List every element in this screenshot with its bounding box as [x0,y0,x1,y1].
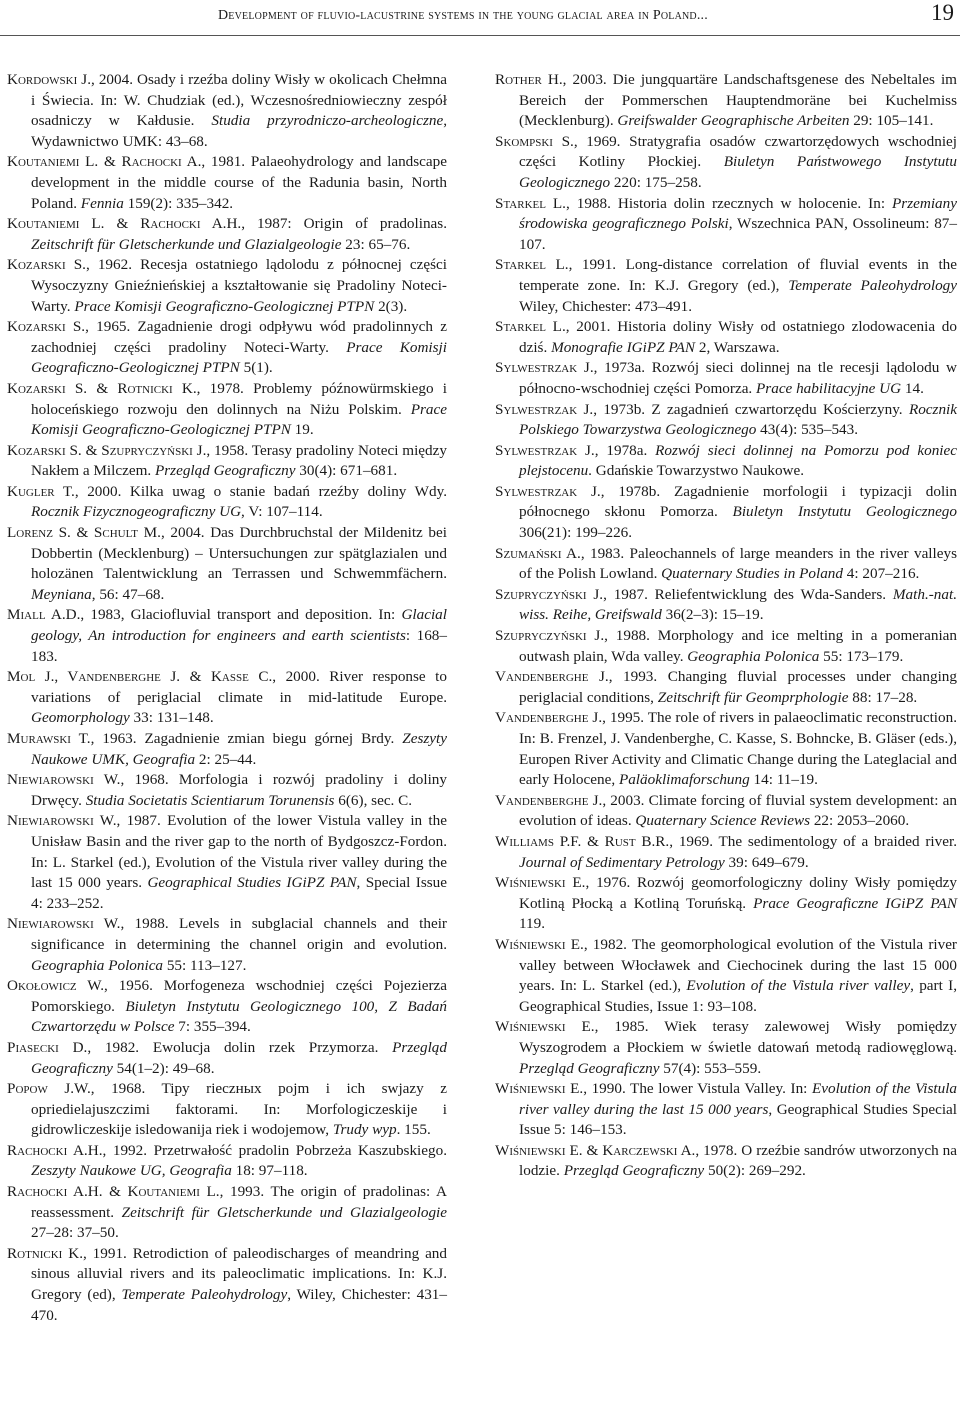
reference-text: , 1988. Levels in subglacial channels and their significance in determining the channel origin and evolution. [31,915,447,953]
reference-source: Zeszyty Naukowe UG, Geografia [31,1162,232,1180]
reference-source: Biuletyn Instytutu Geologicznego 100, Z Badań Czwartorzędu w Polsce [31,997,447,1036]
reference-text: , 1962. Recesja ostatniego lądolodu z północnej części Wysoczyzny Gnieźnieńskiej a kształtowanie się Pradoliny Noteci-Warty. [31,256,447,315]
reference-pages: 39: 649–679. [724,853,809,871]
reference-entry [495,626,957,667]
reference-source: Zeitschrift für Gletscherkunde und Glazialgeologie [121,1203,447,1221]
reference-pages: , Wszechnica PAN, Ossolineum: 87–107. [519,215,957,253]
reference-entry [7,441,447,482]
header-rule [0,35,960,36]
reference-entry [495,255,957,317]
reference-authors: Wiśniewski E. [495,874,586,892]
reference-authors: Rachocki A.H. [7,1141,103,1159]
reference-authors: Szumański A. [495,544,581,562]
reference-text: , 2000. River response to variations of periglacial climate in mid-latitude Europe. [31,668,447,706]
reference-text: , 1978b. Zagadnienie morfologii i typizacji dolin północnego skłonu Pomorza. [519,482,957,521]
reference-source: Geographia Polonica [31,956,164,974]
reference-pages: 36(2–3): 15–19. [661,606,764,624]
reference-source: Przegląd Geograficzny [519,1059,660,1077]
references-left-column [7,70,447,1326]
reference-source: Temperate Paleohydrology [121,1286,288,1304]
reference-text: , 1995. The role of rivers in palaeoclimatic reconstruction. In: B. Frenzel, J. Vandenberghe, C. Kasse, S. Bohncke, B. Gläser (eds.), Europen River Activity and Climatic Change during the Lateglacial and early Holocene, [519,709,958,789]
reference-pages: 2(3). [374,297,408,315]
reference-authors: Starkel L. [495,256,569,274]
reference-text: , 1968. Tipy rieczных pojm i ich swjazy z opriedielajuszczimi faktorami. In: Morfologiczeskije i gidrowliczeskije isledowanija riek i wodojemow, [31,1080,447,1139]
reference-authors: Wiśniewski E. [495,1018,595,1036]
reference-pages: , V: 107–114. [241,503,323,521]
reference-authors: Kozarski S. & Rotnicki K. [7,379,197,397]
reference-text: , 2000. Kilka uwag o stanie badań rzeźby doliny Wdy. [74,482,447,500]
reference-pages: 50(2): 269–292. [704,1162,806,1180]
reference-text: , 1987: Origin of pradolinas. [241,215,447,233]
reference-source: Monografie IGiPZ PAN [551,338,696,356]
reference-pages: 220: 175–258. [610,173,702,191]
reference-entry [7,523,447,605]
reference-authors: Rother H. [495,71,563,88]
reference-authors: Kugler T. [7,482,75,500]
reference-source: Evolution of the Vistula river valley [686,977,911,995]
reference-entry [495,1079,957,1141]
reference-authors: Kozarski S. & Szupryczyński J. [7,441,207,459]
reference-pages: 29: 105–141. [849,112,934,130]
reference-text: , 1965. Zagadnienie drogi odpływu wód pradolinnych z zachodniej części pradoliny Noteci-Warty. [31,318,447,356]
reference-entry [495,832,957,873]
reference-text: , 1973a. Rozwój sieci dolinnej na tle recesji lądolodu w północno-wschodniej części Pomorza. [519,359,958,397]
reference-text: , 2003. Die jungquartäre Landschaftsgenese des Nebeltales im Bereich der Pommerschen Hauptendmoräne bei Kuchelmiss (Mecklenburg). [519,71,958,130]
reference-pages: 57(4): 553–559. [659,1059,762,1077]
reference-authors: Wiśniewski E. & Karczewski A. [495,1141,696,1159]
reference-authors: Lorenz S. & Schult M. [7,524,161,542]
reference-source: Biuletyn Instytutu Geologicznego [732,503,957,521]
reference-entry [495,708,957,790]
reference-source: Przegląd Geograficzny [31,1038,447,1077]
reference-text: , 1990. The lower Vistula Valley. In: [583,1080,812,1098]
reference-pages: 54(1–2): 49–68. [112,1059,215,1077]
reference-source: Prace Geograficzne IGiPZ PAN [753,894,957,912]
reference-text: , 1985. Wiek terasy zalewowej Wisły pomiędzy Wyszogrodem a Płockiem w świetle datowań metodą radiowęglową. [519,1018,957,1056]
reference-entry [7,1182,447,1244]
reference-source: Glacial geology, An introduction for engineers and earth scientists [31,606,447,645]
reference-entry [495,317,957,358]
reference-text: , 1983. Paleochannels of large meanders in the river valleys of the Polish Lowland. [519,544,957,583]
reference-authors: Murawski T. [7,730,91,747]
reference-pages: 14: 11–19. [749,771,818,789]
reference-source: Studia przyrodniczo-archeologiczne [211,112,444,130]
reference-entry [495,132,957,194]
reference-text: , 1991. Retrodiction of paleodischarges of meandring and sinous alluvial rivers and its paleoclimatic implications. In: K.J. Gregory (ed), [31,1244,447,1304]
reference-authors: Kozarski S. [7,318,86,336]
reference-source: Zeitschrift für Geomprphologie [657,688,849,706]
reference-entry [7,605,447,667]
reference-entry [495,544,957,585]
reference-text: , 1987. Evolution of the lower Vistula valley in the Unisław Basin and the river gap to the north of Bydgoszcz-Fordon. In: L. Starkel (ed.), Evolution of the Vistula river valley during the last 15 000 years. [31,812,447,892]
reference-text: , 1968. Morfologia i rozwój pradoliny i doliny Drwęcy. [31,771,447,809]
reference-text: , 1983, Glaciofluvial transport and deposition. In: [80,606,402,624]
reference-authors: Williams P.F. & Rust B.R. [495,832,670,850]
reference-authors: Szupryczyński J. [495,585,604,603]
reference-entry [7,152,447,214]
reference-authors: Sylwestrzak J. [495,482,601,500]
reference-text: , 1987. Reliefentwicklung des Wda-Sanders. [603,585,893,603]
reference-text: , 2001. Historia doliny Wisły od ostatniego zlodowacenia do dziś. [519,318,957,356]
reference-source: Geomorphology [31,709,130,727]
reference-source: Rocznik Polskiego Towarzystwa Geologicznego [519,400,958,439]
reference-authors: Niewiarowski W. [7,915,121,933]
reference-source: Rocznik Fizycznogeograficzny UG [31,503,242,521]
reference-text: , 1993. Changing fluvial processes under changing periglacial conditions, [519,668,957,706]
reference-authors: Koutaniemi L. & Rachocki A.H. [7,215,242,233]
reference-entry [7,914,447,976]
reference-pages: 7: 355–394. [174,1018,251,1036]
reference-source: Meyniana [31,585,92,603]
reference-authors: Vandenberghe J. [495,709,603,727]
reference-entry [7,667,447,729]
reference-entry [495,482,957,544]
reference-entry [7,976,447,1038]
reference-pages: 19. [290,421,314,439]
reference-entry [495,791,957,832]
reference-pages: 6(6), sec. C. [334,791,413,809]
reference-pages: 55: 173–179. [819,647,904,665]
reference-authors: Rachocki A.H. & Koutaniemi L. [7,1183,220,1201]
reference-pages: , part I, Geographical Studies, Issue 1: 93–108. [519,977,957,1015]
reference-authors: Piasecki D. [7,1038,88,1056]
reference-pages: 30(4): 671–681. [295,462,398,480]
reference-source: Quaternary Studies in Poland [661,565,843,583]
reference-source: Quaternary Science Reviews [635,812,811,830]
reference-text: , 1969. The sedimentology of a braided river. [669,832,957,850]
reference-entry [495,935,957,1017]
reference-authors: Rotnicki K. [7,1244,83,1262]
reference-entry [7,70,447,152]
reference-authors: Wiśniewski E. [495,1080,584,1098]
reference-pages: : 168–183. [31,627,447,665]
reference-authors: Vandenberghe J. [495,668,609,686]
reference-text: , 1982. The geomorphological evolution of the Vistula river valley between Włocławek and Ciechocinek during the last 15 000 years. In: L. Starkel (ed.), [519,935,957,995]
reference-pages: 88: 17–28. [848,688,918,706]
reference-text: , 1988. Morphology and ice melting in a pomeranian outwash plain, Wda valley. [519,627,957,665]
reference-pages: 2, Warszawa. [695,338,780,356]
reference-authors: Mol J., Vandenberghe J. & Kasse C. [7,668,273,686]
reference-entry [7,482,447,523]
reference-pages: 27–28: 37–50. [31,1224,119,1242]
reference-text: , 2004. Osady i rzeźba doliny Wisły w okolicach Chełmna i Świecia. In: W. Chudziak (ed.), Wczesnośredniowieczny zespół osadniczy w Kałdusie. [31,71,448,130]
reference-authors: Popow J.W. [7,1080,91,1098]
reference-text: , 1992. Przetrwałość pradolin Pobrzeża Kaszubskiego. [102,1141,447,1159]
reference-entry [495,358,957,399]
reference-entry [7,317,447,379]
reference-pages: 119. [519,915,546,933]
reference-text: , 1969. Stratygrafia osadów czwartorzędowych wschodniej części Kotliny Płockiej. [519,132,958,171]
reference-text: , 1991. Long-distance correlation of fluvial events in the temperate zone. In: K.J. Gregory (ed.), [519,256,957,294]
reference-entry [495,667,957,708]
reference-text: , 1958. Terasy pradoliny Noteci między Nakłem a Milczem. [31,441,447,480]
reference-pages: . 155. [396,1121,431,1139]
reference-entry [495,70,957,132]
reference-text: , 1981. Palaeohydrology and landscape development in the middle course of the Radunia basin, North Poland. [31,153,447,212]
running-title: Development of fluvio-lacustrine systems in the young glacial area in Poland... [218,8,708,23]
reference-authors: Skompski S. [495,132,574,150]
reference-pages: 14. [901,379,924,397]
reference-source: Zeitschrift für Gletscherkunde und Glazialgeologie [31,235,342,253]
reference-entry [495,1017,957,1079]
reference-entry [495,585,957,626]
reference-source: Przegląd Geograficzny [563,1162,705,1180]
reference-authors: Okołowicz W. [7,977,104,995]
reference-authors: Vandenberghe J. [495,791,603,809]
reference-pages: 306(21): 199–226. [519,524,633,542]
reference-source: Fennia [80,194,124,212]
reference-authors: Koutaniemi L. & Rachocki A. [7,153,202,171]
reference-source: Prace Komisji Geograficzno-Geologicznej PTPN [74,297,375,315]
reference-text: , 1978. Problemy późnowürmskiego i holoceńskiego rozwoju den dolinnych na Niżu Polskim. [31,379,447,418]
reference-pages: 23: 65–76. [341,235,411,253]
reference-entry [7,1038,447,1079]
reference-source: Greifswalder Geographische Arbeiten [617,112,850,130]
reference-entry [7,770,447,811]
reference-source: Prace Komisji Geograficzno-Geologicznej PTPN [31,338,447,377]
reference-authors: Wiśniewski E. [495,935,584,953]
reference-source: Prace Komisji Geograficzno-Geologicznej PTPN [31,400,447,439]
reference-source: Geographia Polonica [687,647,820,665]
reference-pages: 55: 113–127. [163,956,247,974]
reference-authors: Starkel L. [495,194,566,212]
reference-text: , 1978a. [594,441,656,459]
reference-source: Geographical Studies IGiPZ PAN [147,874,357,892]
reference-text: , 1976. Rozwój geomorfologiczny doliny Wisły pomiędzy Kotliną Płocką a Kotliną Toruńską. [519,874,958,912]
reference-entry [495,441,957,482]
reference-entry [7,1244,447,1326]
reference-source: Paläoklimaforschung [618,771,750,789]
reference-source: Przemiany środowiska geograficznego Polski [519,194,957,233]
reference-pages: 4: 207–216. [842,565,920,583]
reference-authors: Starkel L. [495,318,566,336]
reference-entry [495,194,957,256]
reference-pages: , 56: 47–68. [91,585,165,603]
reference-authors: Szupryczyński J. [495,627,605,645]
reference-source: Evolution of the Vistula river valley during the last 15 000 years [519,1080,958,1118]
reference-entry [7,379,447,441]
reference-authors: Sylwestrzak J. [495,441,595,459]
reference-authors: Kordowski J. [7,71,91,88]
reference-authors: Kozarski S. [7,256,86,274]
reference-source: Biuletyn Państwowego Instytutu Geologicznego [519,153,957,191]
reference-authors: Sylwestrzak J. [495,400,594,418]
reference-text: , 1963. Zagadnienie zmian biegu górnej Brdy. [90,730,403,747]
reference-pages: . Gdańskie Towarzystwo Naukowe. [588,462,805,480]
reference-pages: 159(2): 335–342. [123,194,234,212]
reference-text: , 1973b. Z zagadnień czwartorzędu Kościerzyny. [593,400,909,418]
reference-entry [7,811,447,914]
reference-entry [7,255,447,317]
reference-text: , 1993. The origin of pradolinas: A reassessment. [31,1183,447,1221]
reference-pages: 33: 131–148. [129,709,214,727]
reference-authors: Niewiarowski W. [7,812,117,830]
reference-source: Rozwój sieci dolinnej na Pomorzu pod koniec plejstocenu [519,441,957,480]
reference-entry [495,873,957,935]
reference-pages: , Geographical Studies Special Issue 5: 146–153. [519,1100,957,1139]
references-right-column [495,70,957,1182]
page-number: 19 [931,0,954,25]
reference-pages: 22: 2053–2060. [810,812,910,830]
reference-authors: Niewiarowski W. [7,771,121,789]
reference-source: Prace habilitacyjne UG [756,379,902,397]
reference-text: , 2003. Climate forcing of fluvial system development: an evolution of ideas. [519,791,957,830]
reference-text: , 1982. Ewolucja dolin rzek Przymorza. [87,1038,393,1056]
reference-pages: , Special Issue 4: 233–252. [31,874,447,912]
reference-source: Studia Societatis Scientiarum Torunensis [85,791,335,809]
reference-pages: 43(4): 535–543. [756,421,859,439]
reference-pages: 2: 25–44. [195,750,257,768]
reference-source: Temperate Paleohydrology [788,276,957,294]
reference-text: , 1988. Historia dolin rzecznych w holocenie. In: [565,194,893,212]
reference-source: Math.-nat. wiss. Reihe, Greifswald [519,585,958,624]
reference-entry [7,214,447,255]
reference-entry [7,1141,447,1182]
reference-entry [7,1079,447,1141]
reference-text: , 2004. Das Durchbruchstal der Mildenitz bei Dobbertin (Mecklenburg) – Untersuchungen zur spätglazialen und holozänen Talentwicklung an Terrassen und Schwemmfächern. [31,524,447,583]
reference-source: Zeszyty Naukowe UMK, Geografia [31,730,447,768]
reference-pages: Wiley, Chichester: 473–491. [519,297,693,315]
reference-source: Przegląd Geograficzny [154,462,296,480]
reference-authors: Sylwestrzak J. [495,359,594,377]
reference-authors: Miall A.D. [7,606,81,624]
reference-source: Trudy wyp [332,1121,397,1139]
page-header [0,0,960,36]
reference-text: , 1978. O rzeźbie sandrów utworzonych na lodzie. [519,1141,957,1180]
reference-source: Journal of Sedimentary Petrology [519,853,725,871]
reference-entry [7,729,447,770]
reference-pages: 18: 97–118. [231,1162,308,1180]
reference-entry [495,400,957,441]
reference-entry [495,1141,957,1182]
reference-text: , 1956. Morfogeneza wschodniej części Pojezierza Pomorskiego. [31,977,447,1015]
reference-pages: , Wydawnictwo UMK: 43–68. [31,112,447,150]
reference-pages: , Wiley, Chichester: 431–470. [31,1286,447,1324]
reference-pages: 5(1). [239,359,273,377]
